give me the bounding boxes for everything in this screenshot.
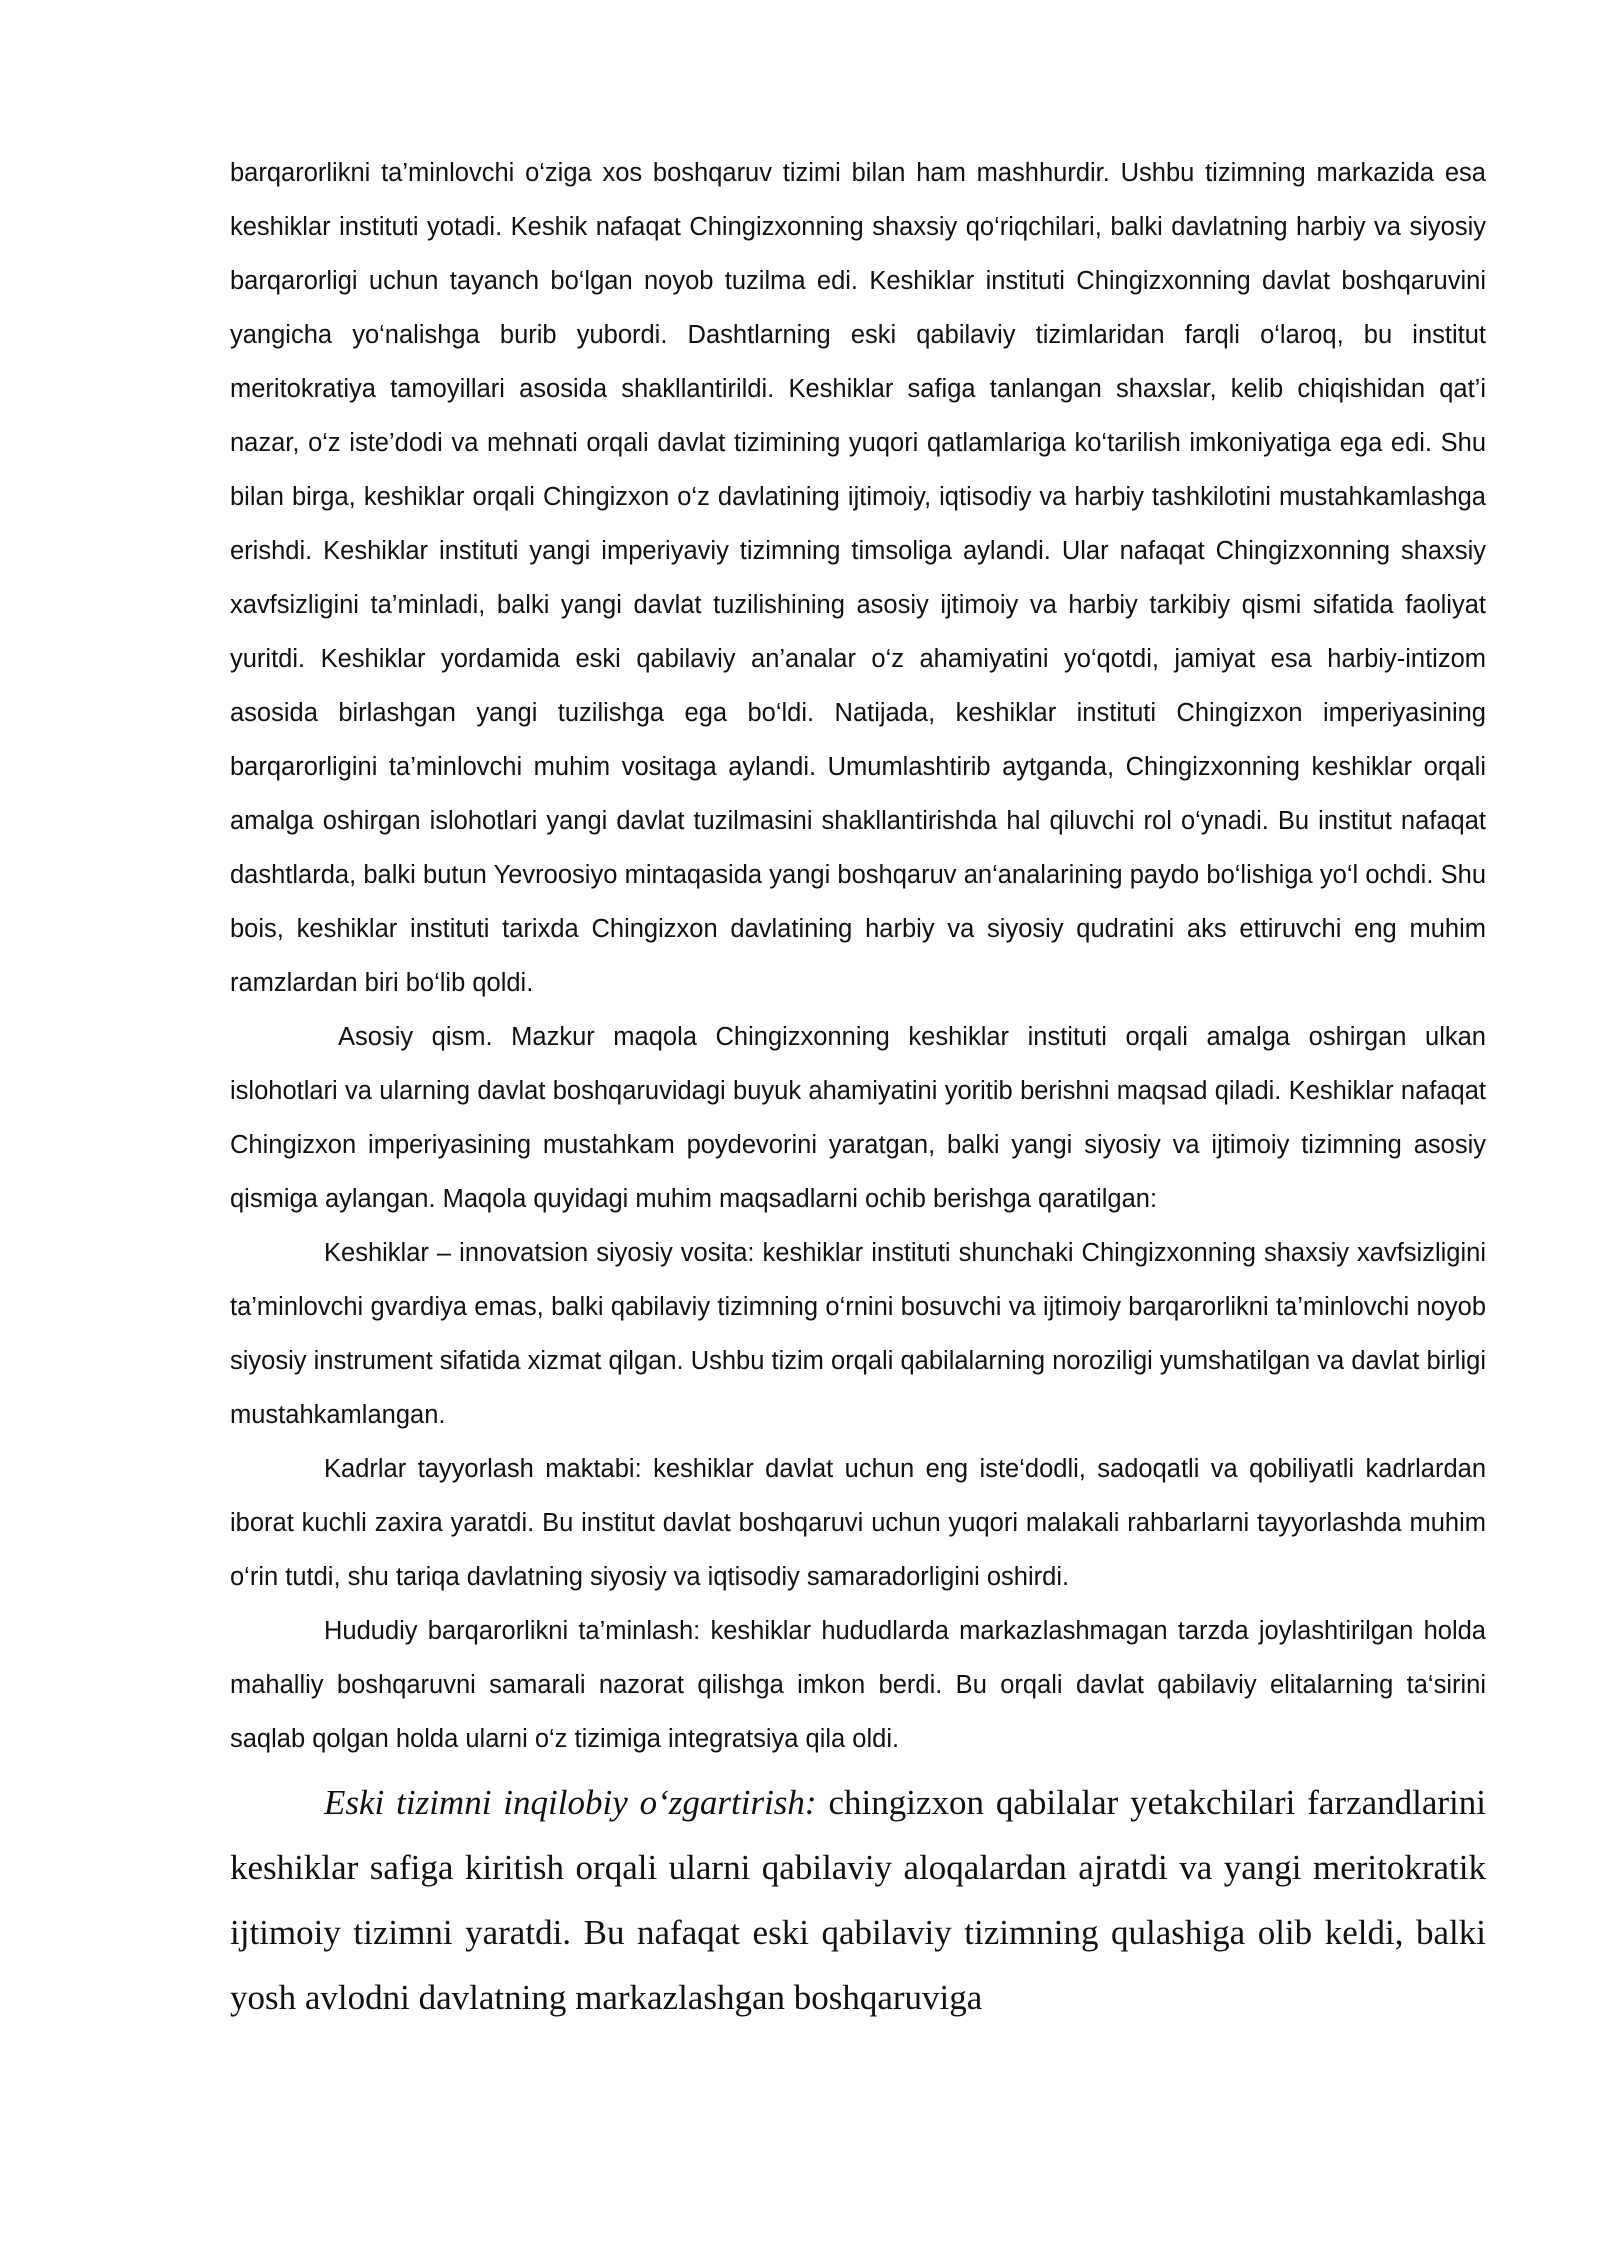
paragraph-regional-stability: Hududiy barqarorlikni ta’minlash: keshiklar hududlarda markazlashmagan tarzda joylashtirilgan holda mahalliy boshqaruvni samarali nazorat qilishga imkon berdi. Bu orqali davlat qabilaviy elitalarning ta‘sirini saqlab qolgan holda ularni o‘z tizimiga integratsiya qila oldi. <box>230 1617 1486 1753</box>
paragraph-intro: barqarorlikni ta’minlovchi o‘ziga xos boshqaruv tizimi bilan ham mashhurdir. Ushbu tizimning markazida esa keshiklar instituti yotadi. Keshik nafaqat Chingizxonning shaxsiy qo‘riqchilari, balki davlatning harbiy va siyosiy barqarorligi uchun tayanch bo‘lgan noyob tuzilma edi. Keshiklar instituti Chingizxonning davlat boshqaruvini yangicha yo‘nalishga burib yubordi. Dashtlarning eski qabilaviy tizimlaridan farqli o‘laroq, bu institut meritokratiya tamoyillari asosida shakllantirildi. Keshiklar safiga tanlangan shaxslar, kelib chiqishidan qat’i nazar, o‘z iste’dodi va mehnati orqali davlat tizimining yuqori qatlamlariga ko‘tarilish imkoniyatiga ega edi. Shu bilan birga, keshiklar orqali Chingizxon o‘z davlatining ijtimoiy, iqtisodiy va harbiy tashkilotini mustahkamlashga erishdi. Keshiklar instituti yangi imperiyaviy tizimning timsoliga aylandi. Ular nafaqat Chingizxonning shaxsiy xavfsizligini ta’minladi, balki yangi davlat tuzilishining asosiy ijtimoiy va harbiy tarkibiy qismi sifatida faoliyat yuritdi. Keshiklar yordamida eski qabilaviy an’analar o‘z ahamiyatini yo‘qotdi, jamiyat esa harbiy-intizom asosida birlashgan yangi tuzilishga ega bo‘ldi. Natijada, keshiklar instituti Chingizxon imperiyasining barqarorligini ta’minlovchi muhim vositaga aylandi. Umumlashtirib aytganda, Chingizxonning keshiklar orqali amalga oshirgan islohotlari yangi davlat tuzilmasini shakllantirishda hal qiluvchi rol o‘ynadi. Bu institut nafaqat dashtlarda, balki butun Yevroosiyo mintaqasida yangi boshqaruv an‘analarining paydo bo‘lishiga yo‘l ochdi. Shu bois, keshiklar instituti tarixda Chingizxon davlatining harbiy va siyosiy qudratini aks ettiruvchi eng muhim ramzlardan biri bo‘lib qoldi. <box>230 159 1486 997</box>
paragraph-cadre-school: Kadrlar tayyorlash maktabi: keshiklar davlat uchun eng iste‘dodli, sadoqatli va qobiliyatli kadrlardan iborat kuchli zaxira yaratdi. Bu institut davlat boshqaruvi uchun yuqori malakali rahbarlarni tayyorlashda muhim o‘rin tutdi, shu tariqa davlatning siyosiy va iqtisodiy samaradorligini oshirdi. <box>230 1455 1486 1591</box>
paragraph-lead-phrase: Eski tizimni inqilobiy o‘zgartirish: <box>324 1783 817 1822</box>
paragraph-main-part: Asosiy qism. Mazkur maqola Chingizxonning keshiklar instituti orqali amalga oshirgan ulkan islohotlari va ularning davlat boshqaruvidagi buyuk ahamiyatini yoritib berishni maqsad qiladi. Keshiklar nafaqat Chingizxon imperiyasining mustahkam poydevorini yaratgan, balki yangi siyosiy va ijtimoiy tizimning asosiy qismiga aylangan. Maqola quyidagi muhim maqsadlarni ochib berishga qaratilgan: <box>230 1023 1486 1213</box>
paragraph-body-text: chingizxon qabilalar yetakchilari farzandlarini keshiklar safiga kiritish orqali ularni qabilaviy aloqalardan ajratdi va yangi meritokratik ijtimoiy tizimni yaratdi. Bu nafaqat eski qabilaviy tizimning qulashiga olib keldi, balki yosh avlodni davlatning markazlashgan boshqaruviga <box>230 1783 1486 2017</box>
paragraph-system-change <box>230 1770 1486 2030</box>
document-page <box>230 146 1486 2030</box>
paragraph-keshiklar-tool: Keshiklar – innovatsion siyosiy vosita: keshiklar instituti shunchaki Chingizxonning shaxsiy xavfsizligini ta’minlovchi gvardiya emas, balki qabilaviy tizimning o‘rnini bosuvchi va ijtimoiy barqarorlikni ta’minlovchi noyob siyosiy instrument sifatida xizmat qilgan. Ushbu tizim orqali qabilalarning noroziligi yumshatilgan va davlat birligi mustahkamlangan. <box>230 1239 1486 1429</box>
